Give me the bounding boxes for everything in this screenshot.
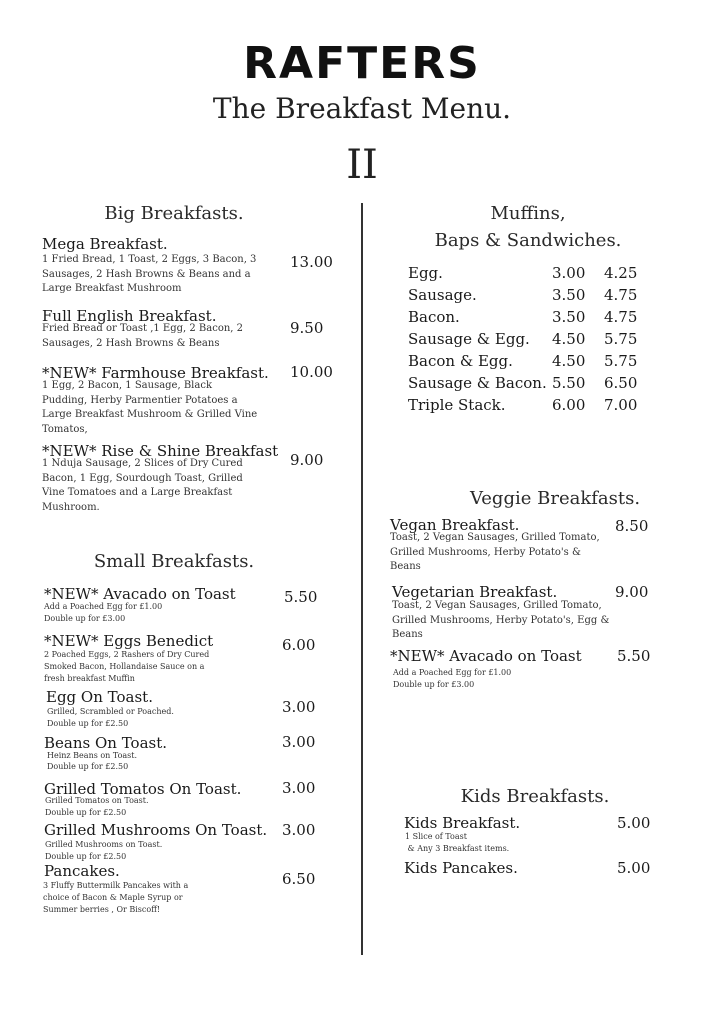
item-price: 5.50: [552, 374, 586, 392]
menu-item-description: Toast, 2 Vegan Sausages, Grilled Tomato, Grilled Mushrooms, Herby Potato's, Egg & Beans: [392, 600, 610, 640]
muffins-heading: Muffins,: [490, 203, 566, 224]
table-row: [408, 328, 648, 350]
menu-item-title: Grilled Mushrooms On Toast.: [44, 821, 268, 839]
item-price: 7.00: [604, 396, 638, 414]
column-divider: [361, 203, 363, 955]
menu-item-title: *NEW* Eggs Benedict: [44, 632, 214, 650]
menu-item-title: Full English Breakfast.: [42, 307, 217, 325]
menu-item-description: Fried Bread or Toast ,1 Egg, 2 Bacon, 2 Sausages, 2 Hash Browns & Beans: [42, 323, 244, 349]
menu-item-price: 6.00: [282, 636, 316, 654]
menu-item-price: 5.00: [617, 859, 651, 877]
menu-item-title: Egg On Toast.: [46, 688, 153, 706]
menu-page-numeral: II: [346, 142, 378, 188]
menu-item-description: 1 Nduja Sausage, 2 Slices of Dry Cured Bacon, 1 Egg, Sourdough Toast, Grilled Vine Tomatoes and a Large Breakfast Mushroom.: [42, 458, 243, 513]
menu-item-description: Double up for £2.50: [47, 762, 129, 771]
menu-item-price: 5.50: [617, 647, 651, 665]
menu-item-description: Toast, 2 Vegan Sausages, Grilled Tomato, Grilled Mushrooms, Herby Potato's & Beans: [390, 532, 600, 572]
item-name: Triple Stack.: [408, 396, 506, 414]
menu-item-description: Add a Poached Egg for £1.00: [44, 602, 163, 611]
menu-item-price: 5.50: [284, 588, 318, 606]
menu-item-title: Mega Breakfast.: [42, 235, 168, 253]
menu-item-price: 3.00: [282, 779, 316, 797]
table-row: [408, 394, 648, 416]
item-price: 5.75: [604, 352, 638, 370]
item-price: 4.50: [552, 352, 586, 370]
menu-item-title: *NEW* Avacado on Toast: [390, 647, 582, 665]
muffins-heading-line2: Baps & Sandwiches.: [434, 230, 622, 251]
item-price: 4.50: [552, 330, 586, 348]
menu-item-price: 3.00: [282, 821, 316, 839]
menu-title: The Breakfast Menu.: [212, 92, 512, 125]
table-row: [408, 372, 648, 394]
menu-item-description: Double up for £2.50: [45, 852, 127, 861]
menu-item-description: 1 Fried Bread, 1 Toast, 2 Eggs, 3 Bacon, 3 Sausages, 2 Hash Browns & Beans and a Large Breakfast Mushroom: [42, 254, 257, 294]
menu-item-description: Add a Poached Egg for £1.00: [393, 668, 512, 677]
item-name: Sausage & Bacon.: [408, 374, 547, 392]
menu-item-title: *NEW* Avacado on Toast: [44, 585, 236, 603]
item-name: Sausage & Egg.: [408, 330, 530, 348]
menu-item-description: 2 Poached Eggs, 2 Rashers of Dry Cured: [44, 650, 210, 659]
item-price: 4.25: [604, 264, 638, 282]
menu-item-description: Grilled, Scrambled or Poached.: [47, 707, 174, 716]
item-price: 5.75: [604, 330, 638, 348]
menu-item-price: 6.50: [282, 870, 316, 888]
item-price: 3.00: [552, 264, 586, 282]
menu-item-title: *NEW* Rise & Shine Breakfast: [42, 442, 279, 460]
menu-item-description: Grilled Tomatos on Toast.: [45, 796, 149, 805]
item-price: 6.50: [604, 374, 638, 392]
menu-item-description: Double up for £2.50: [45, 808, 127, 817]
big-breakfasts-heading: Big Breakfasts.: [104, 203, 244, 224]
menu-item-description: 3 Fluffy Buttermilk Pancakes with a choice of Bacon & Maple Syrup or Summer berries , Or Biscoff!: [43, 881, 189, 914]
menu-item-title: Grilled Tomatos On Toast.: [44, 780, 242, 798]
menu-item-price: 9.50: [290, 319, 324, 337]
item-name: Egg.: [408, 264, 443, 282]
table-row: [408, 306, 648, 328]
menu-item-title: Beans On Toast.: [44, 734, 168, 752]
item-price: 3.50: [552, 286, 586, 304]
menu-item-title: Vegetarian Breakfast.: [392, 583, 558, 601]
table-row: [408, 350, 648, 372]
menu-item-price: 10.00: [290, 363, 333, 381]
menu-item-price: 3.00: [282, 733, 316, 751]
menu-item-price: 8.50: [615, 517, 649, 535]
menu-item-title: Kids Breakfast.: [404, 814, 521, 832]
menu-item-price: 9.00: [290, 451, 324, 469]
menu-item-description: fresh breakfast Muffin: [44, 674, 135, 683]
menu-item-description: Smoked Bacon, Hollandaise Sauce on a: [44, 662, 205, 671]
menu-item-description: Double up for £2.50: [47, 719, 129, 728]
menu-item-description: Grilled Mushrooms on Toast.: [45, 840, 163, 849]
menu-item-title: *NEW* Farmhouse Breakfast.: [42, 364, 269, 382]
menu-item-price: 9.00: [615, 583, 649, 601]
item-price: 4.75: [604, 308, 638, 326]
menu-item-title: Pancakes.: [44, 862, 120, 880]
brand-logo: RAFTERS: [243, 38, 481, 89]
menu-item-price: 3.00: [282, 698, 316, 716]
menu-item-description: 1 Egg, 2 Bacon, 1 Sausage, Black Pudding, Herby Parmentier Potatoes a Large Breakfast Mushroom & Grilled Vine Tomatos,: [42, 380, 258, 435]
small-breakfasts-heading: Small Breakfasts.: [93, 551, 255, 572]
menu-item-description: Double up for £3.00: [393, 680, 475, 689]
item-price: 3.50: [552, 308, 586, 326]
table-row: [408, 284, 648, 306]
item-name: Bacon.: [408, 308, 460, 326]
menu-item-price: 13.00: [290, 253, 333, 271]
muffins-price-table: [408, 262, 648, 416]
menu-item-price: 5.00: [617, 814, 651, 832]
menu-item-title: Vegan Breakfast.: [390, 516, 520, 534]
menu-item-description: Double up for £3.00: [44, 614, 126, 623]
item-price: 6.00: [552, 396, 586, 414]
menu-item-description: Heinz Beans on Toast.: [47, 751, 138, 760]
item-name: Bacon & Egg.: [408, 352, 513, 370]
kids-breakfasts-heading: Kids Breakfasts.: [460, 786, 610, 807]
veggie-breakfasts-heading: Veggie Breakfasts.: [469, 488, 641, 509]
item-price: 4.75: [604, 286, 638, 304]
menu-item-title: Kids Pancakes.: [404, 859, 518, 877]
menu-item-description: & Any 3 Breakfast items.: [405, 844, 510, 853]
table-row: [408, 262, 648, 284]
item-name: Sausage.: [408, 286, 477, 304]
menu-item-description: 1 Slice of Toast: [405, 832, 467, 841]
